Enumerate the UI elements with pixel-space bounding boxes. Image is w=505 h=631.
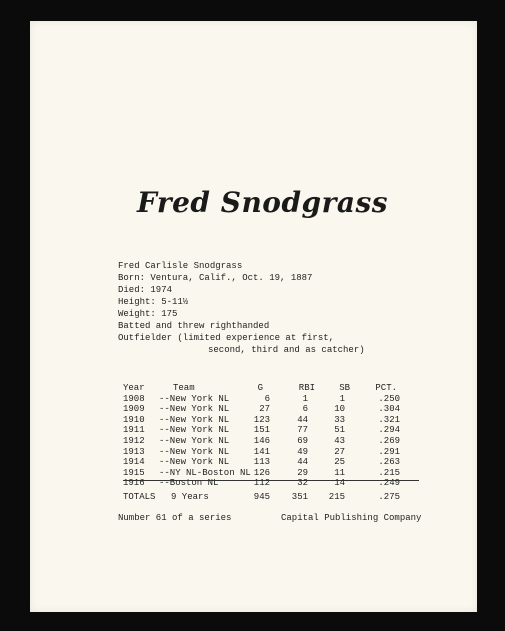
cell-rbi: 29 bbox=[297, 467, 308, 478]
cell-year: 1915 bbox=[123, 467, 145, 478]
cell-pct: .215 bbox=[378, 467, 400, 478]
cell-team: --New York NL bbox=[159, 425, 230, 436]
cell-rbi: 6 bbox=[302, 404, 308, 415]
cell-sb: 27 bbox=[334, 446, 345, 457]
cell-rbi: 69 bbox=[297, 435, 308, 446]
cell-sb: 43 bbox=[334, 435, 345, 446]
cell-pct: .291 bbox=[378, 446, 400, 457]
cell-rbi: 44 bbox=[297, 414, 308, 425]
table-row bbox=[123, 404, 423, 415]
totals-row bbox=[123, 492, 423, 503]
cell-sb: 25 bbox=[334, 457, 345, 468]
bio-weight: Weight: 175 bbox=[118, 309, 178, 319]
cell-year: 1908 bbox=[123, 393, 145, 404]
table-row bbox=[123, 425, 423, 436]
cell-pct: .294 bbox=[378, 425, 400, 436]
table-row bbox=[123, 457, 423, 468]
totals-sb: 215 bbox=[328, 492, 345, 502]
table-row bbox=[123, 447, 423, 458]
cell-year: 1910 bbox=[123, 414, 145, 425]
header-year: Year bbox=[123, 383, 145, 393]
bio-full-name: Fred Carlisle Snodgrass bbox=[118, 261, 243, 271]
table-row bbox=[123, 436, 423, 447]
cell-year: 1913 bbox=[123, 446, 145, 457]
stats-header-row bbox=[123, 383, 423, 394]
cell-g: 141 bbox=[253, 446, 270, 457]
cell-team: --New York NL bbox=[159, 435, 230, 446]
totals-rbi: 351 bbox=[291, 492, 308, 502]
cell-team: --New York NL bbox=[159, 457, 230, 468]
header-rbi: RBI bbox=[298, 383, 315, 393]
cell-sb: 51 bbox=[334, 425, 345, 436]
totals-years: 9 Years bbox=[171, 492, 209, 502]
player-name-title: Fred Snodgrass bbox=[136, 186, 389, 219]
cell-team: --NY NL-Boston NL bbox=[159, 467, 251, 478]
cell-sb: 33 bbox=[334, 414, 345, 425]
stats-body bbox=[123, 394, 423, 489]
cell-year: 1914 bbox=[123, 457, 145, 468]
cell-rbi: 32 bbox=[297, 478, 308, 489]
cell-team: --New York NL bbox=[159, 446, 230, 457]
cell-team: --New York NL bbox=[159, 404, 230, 415]
cell-pct: .263 bbox=[378, 457, 400, 468]
bio-born: Born: Ventura, Calif., Oct. 19, 1887 bbox=[118, 273, 313, 283]
cell-g: 6 bbox=[264, 393, 270, 404]
cell-rbi: 49 bbox=[297, 446, 308, 457]
cell-sb: 11 bbox=[334, 467, 345, 478]
cell-team: --New York NL bbox=[159, 414, 230, 425]
bio-position-line1: Outfielder (limited experience at first, bbox=[118, 333, 335, 343]
bio-section bbox=[118, 260, 365, 356]
cell-pct: .250 bbox=[378, 393, 400, 404]
cell-rbi: 44 bbox=[297, 457, 308, 468]
cell-pct: .321 bbox=[378, 414, 400, 425]
cell-g: 113 bbox=[253, 457, 270, 468]
cell-g: 151 bbox=[253, 425, 270, 436]
cell-g: 126 bbox=[253, 467, 270, 478]
stats-table bbox=[123, 383, 423, 489]
cell-pct: .269 bbox=[378, 435, 400, 446]
publisher-name: Capital Publishing Company bbox=[281, 513, 422, 523]
table-row bbox=[123, 468, 423, 479]
cell-sb: 14 bbox=[334, 478, 345, 489]
cell-year: 1911 bbox=[123, 425, 145, 436]
header-sb: SB bbox=[339, 383, 350, 393]
cell-g: 146 bbox=[253, 435, 270, 446]
cell-sb: 1 bbox=[339, 393, 345, 404]
totals-label: TOTALS bbox=[123, 492, 156, 502]
totals-g: 945 bbox=[253, 492, 270, 502]
cell-g: 123 bbox=[253, 414, 270, 425]
header-team: Team bbox=[173, 383, 195, 393]
totals-divider bbox=[123, 480, 419, 481]
totals-pct: .275 bbox=[378, 492, 400, 502]
cell-year: 1909 bbox=[123, 404, 145, 415]
series-number: Number 61 of a series bbox=[118, 513, 232, 523]
header-pct: PCT. bbox=[375, 383, 397, 393]
cell-team: --New York NL bbox=[159, 393, 230, 404]
table-row bbox=[123, 415, 423, 426]
cell-rbi: 1 bbox=[302, 393, 308, 404]
bio-bats-throws: Batted and threw righthanded bbox=[118, 321, 270, 331]
bio-died: Died: 1974 bbox=[118, 285, 173, 295]
bio-position-line2: second, third and as catcher) bbox=[208, 345, 365, 355]
table-row bbox=[123, 394, 423, 405]
cell-team: --Boston NL bbox=[159, 478, 219, 489]
cell-year: 1912 bbox=[123, 435, 145, 446]
cell-pct: .304 bbox=[378, 404, 400, 415]
header-g: G bbox=[257, 383, 263, 393]
cell-rbi: 77 bbox=[297, 425, 308, 436]
cell-g: 112 bbox=[253, 478, 270, 489]
cell-pct: .249 bbox=[378, 478, 400, 489]
cell-g: 27 bbox=[259, 404, 270, 415]
bio-height: Height: 5-11½ bbox=[118, 297, 189, 307]
baseball-card bbox=[30, 21, 477, 612]
cell-sb: 10 bbox=[334, 404, 345, 415]
cell-year: 1916 bbox=[123, 478, 145, 489]
